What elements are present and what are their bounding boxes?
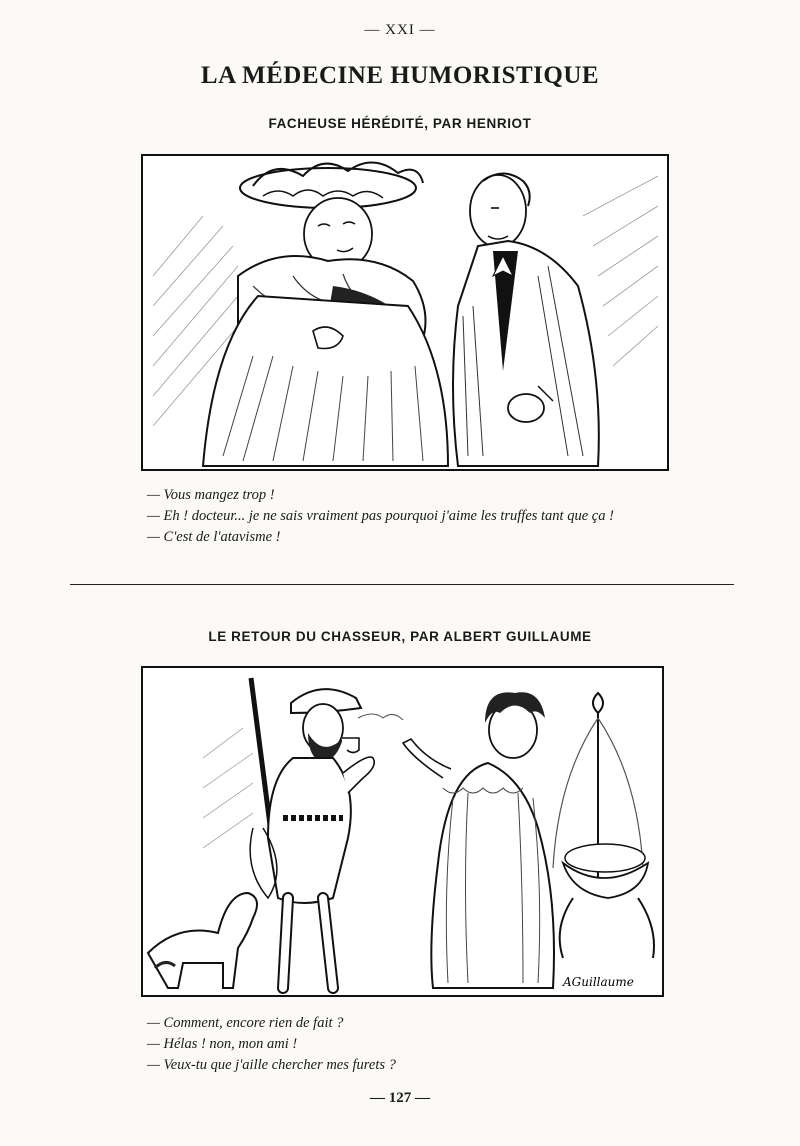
cartoon1-caption: FACHEUSE HÉRÉDITÉ, PAR HENRIOT	[268, 116, 532, 131]
dialogue-line: — C'est de l'atavisme !	[147, 529, 281, 545]
dialogue-line: — Veux-tu que j'aille chercher mes furets ?	[147, 1057, 396, 1073]
cartoon2-dialogue	[147, 1013, 687, 1076]
section-divider	[70, 584, 734, 585]
page-folio-roman: — XXI —	[364, 22, 436, 38]
dialogue-line: — Eh ! docteur... je ne sais vraiment pas pourquoi j'aime les truffes tant que ça !	[147, 508, 614, 524]
page-title: LA MÉDECINE HUMORISTIQUE	[200, 62, 600, 89]
artist-signature: AGuillaume	[563, 975, 634, 989]
cartoon1-dialogue	[147, 485, 687, 548]
dialogue-line: — Comment, encore rien de fait ?	[147, 1015, 344, 1031]
page-number: — 127 —	[370, 1090, 430, 1106]
cartoon2-illustration	[141, 666, 664, 997]
cartoon2-caption: LE RETOUR DU CHASSEUR, PAR ALBERT GUILLAUME	[208, 629, 592, 644]
dialogue-line: — Vous mangez trop !	[147, 487, 275, 503]
cartoon1-illustration	[141, 154, 669, 471]
dialogue-line: — Hélas ! non, mon ami !	[147, 1036, 298, 1052]
